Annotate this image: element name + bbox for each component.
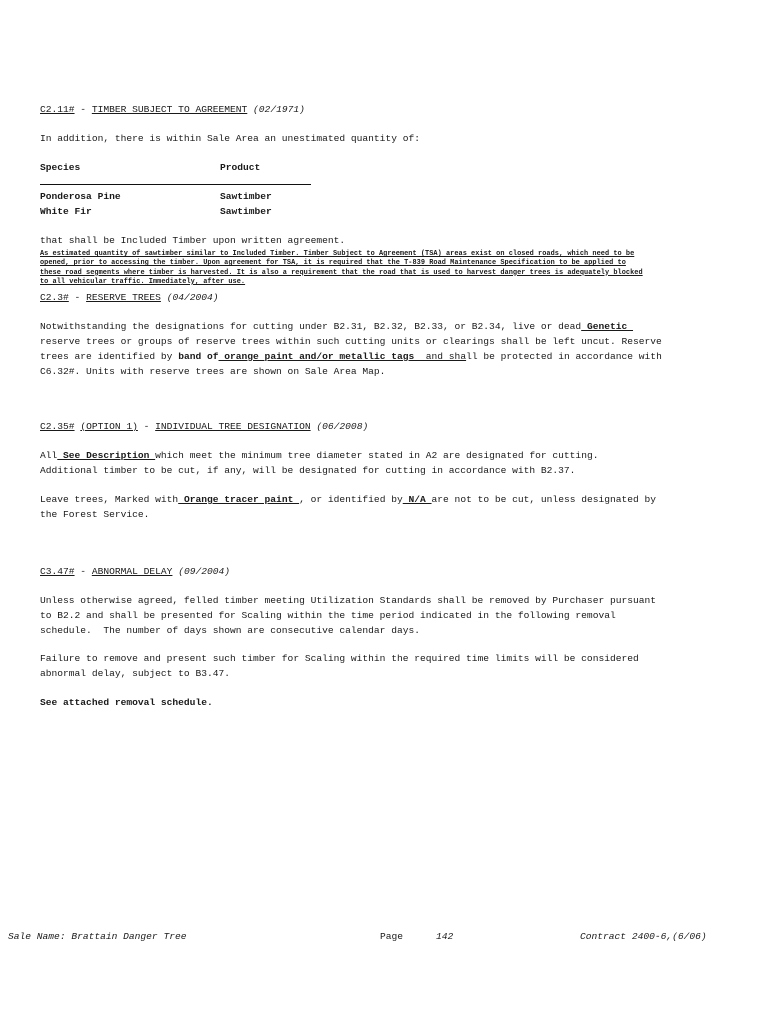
fill-in-field: Genetic xyxy=(581,321,634,332)
col-product: Product xyxy=(220,162,261,173)
fill-in-field: orange paint and/or metallic tags xyxy=(218,351,421,362)
c211-after: that shall be Included Timber upon written agreement. xyxy=(40,235,346,246)
footer-contract: Contract 2400-6,(6/06) xyxy=(580,931,707,942)
section-option: (OPTION 1) xyxy=(80,421,138,432)
note-line: these road segments where timber is harvested. It is also a requirement that the road that is used to harvest danger trees is adequately blocked xyxy=(40,268,643,277)
section-c211-heading: C2.11# - TIMBER SUBJECT TO AGREEMENT (02/1971) xyxy=(40,104,305,115)
section-date: (04/2004) xyxy=(166,292,219,303)
note-line: to all vehicular traffic. Immediately, after use. xyxy=(40,277,246,286)
section-c23-heading: C2.3# - RESERVE TREES (04/2004) xyxy=(40,292,219,303)
fill-in-field: N/A xyxy=(402,494,432,505)
c23-paragraph: Notwithstanding the designations for cutting under B2.31, B2.32, B2.33, or B2.34, live or dead Genetic reserve trees or groups of reserve trees within such cutting units or clearings shall be left uncut. Reserve trees are identified by band of orange paint and/or metallic tags and shall be protected in accordance with C6.32#. Units with reserve trees are shown on Sale Area Map. xyxy=(40,321,662,377)
section-title: INDIVIDUAL TREE DESIGNATION xyxy=(155,421,311,432)
section-c347-heading: C3.47# - ABNORMAL DELAY (09/2004) xyxy=(40,566,231,577)
section-title: ABNORMAL DELAY xyxy=(91,566,173,577)
species-cell: White Fir xyxy=(40,206,92,217)
section-code: C3.47# xyxy=(40,566,75,577)
c347-paragraph-1: Unless otherwise agreed, felled timber meeting Utilization Standards shall be removed by Purchaser pursuant to B2.2 and shall be presented for Scaling within the time period indicated in the following removal schedule. The number of days shown are consecutive calendar days. xyxy=(40,595,657,636)
section-c235-heading: C2.35# (OPTION 1) - INDIVIDUAL TREE DESIGNATION (06/2008) xyxy=(40,421,369,432)
footer-page-number: 142 xyxy=(436,931,454,942)
fill-in-field: See Description xyxy=(57,450,156,461)
section-code: C2.3# xyxy=(40,292,69,303)
fill-in-field: band of xyxy=(178,351,219,362)
section-title: RESERVE TREES xyxy=(86,292,161,303)
c235-paragraph-1: All See Description which meet the minimum tree diameter stated in A2 are designated for cutting. Additional timber to be cut, if any, will be designated for cutting in accordance with B2.37. xyxy=(40,450,599,476)
section-title: TIMBER SUBJECT TO AGREEMENT xyxy=(91,104,248,115)
section-date: (09/2004) xyxy=(178,566,231,577)
section-date: (02/1971) xyxy=(253,104,305,115)
product-cell: Sawtimber xyxy=(220,206,272,217)
c235-paragraph-2: Leave trees, Marked with Orange tracer paint , or identified by N/A are not to be cut, unless designated by the Forest Service. xyxy=(40,494,657,520)
c347-paragraph-2: Failure to remove and present such timber for Scaling within the required time limits will be considered abnormal delay, subject to B3.47. xyxy=(40,653,639,679)
footer-sale-name: Sale Name: Brattain Danger Tree xyxy=(8,931,187,942)
section-code: C2.35# xyxy=(40,421,75,432)
note-line: As estimated quantity of sawtimber similar to Included Timber. Timber Subject to Agreement (TSA) areas exist on closed roads, which need to be xyxy=(40,250,635,258)
section-code: C2.11# xyxy=(40,104,75,115)
removal-schedule-note: See attached removal schedule. xyxy=(40,697,213,708)
section-date: (06/2008) xyxy=(316,421,369,432)
species-cell: Ponderosa Pine xyxy=(40,191,121,202)
footer-page-label: Page xyxy=(380,931,404,942)
table-rule xyxy=(40,184,311,185)
col-species: Species xyxy=(40,162,81,173)
product-cell: Sawtimber xyxy=(220,191,272,202)
c211-intro: In addition, there is within Sale Area an unestimated quantity of: xyxy=(40,133,420,144)
tsa-note xyxy=(40,250,643,287)
fill-in-field: Orange tracer paint xyxy=(178,494,300,505)
note-line: opened, prior to accessing the timber. Upon agreement for TSA, it is required that the T-839 Road Maintenance Specification to be applied to xyxy=(40,259,626,268)
